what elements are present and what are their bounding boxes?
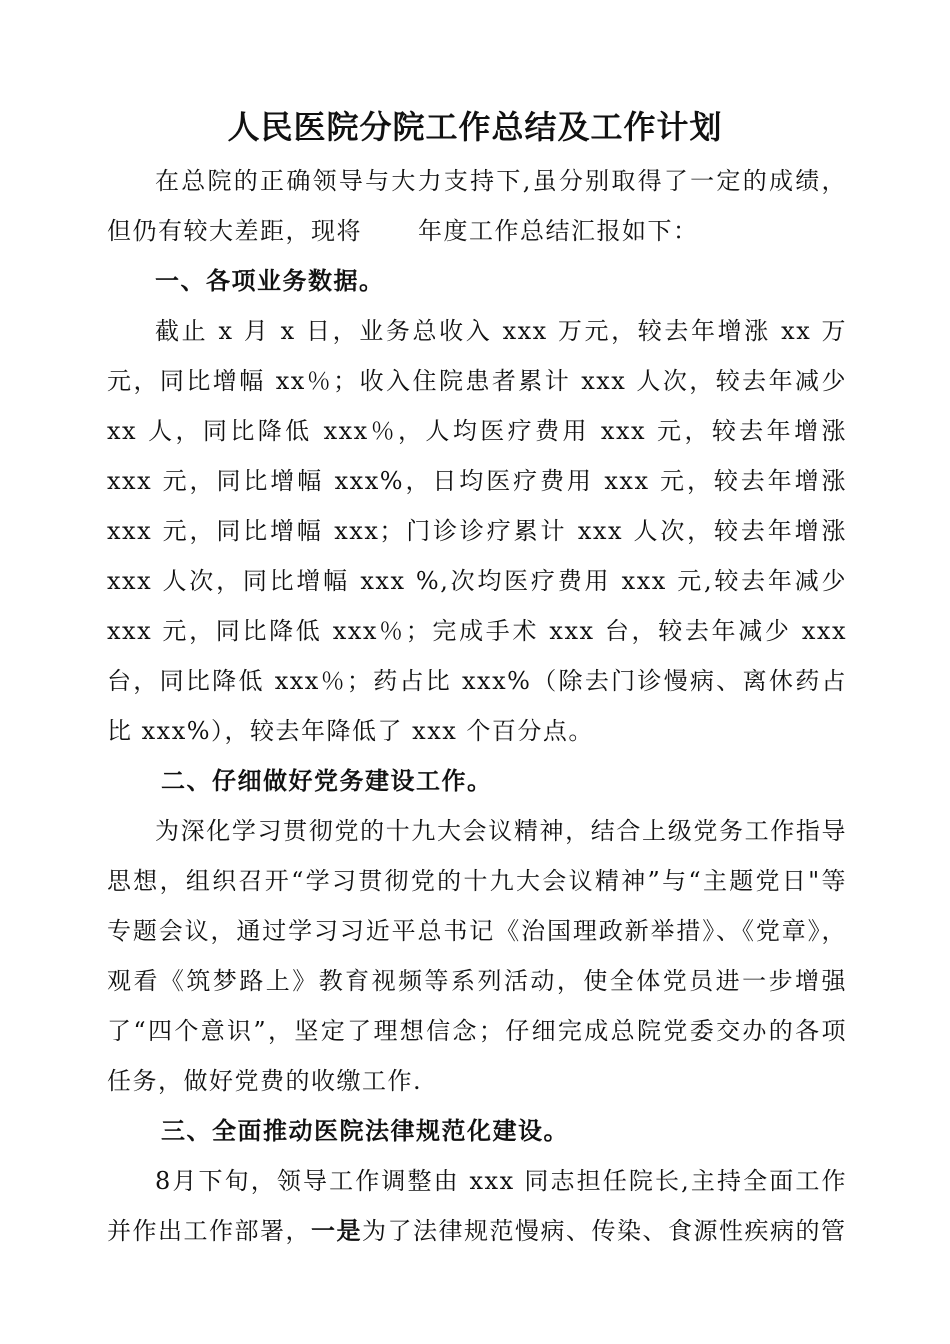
section2-paragraph: 为深化学习贯彻党的十九大会议精神，结合上级党务工作指导思想，组织召开“学习贯彻党的十九大会议精神”与“主题党日"等专题会议，通过学习习近平总书记《治国理政新举措》、《党章》，观看《筑梦路上》教育视频等系列活动，使全体党员进一步增强了“四个意识”，坚定了理想信念；仔细完成总院党委交办的各项任务，做好党费的收缴工作. [107,817,847,1095]
section3-text-part1: 8月下旬，领导工作调整由 xxx 同志担任院长,主持全面工作并作出工作部署， [107,1167,847,1245]
section2-heading: 二、仔细做好党务建设工作。 [161,766,493,795]
intro-text-part2: 年度工作总结汇报如下： [418,217,699,245]
section3-bold-marker: 一是 [311,1216,362,1245]
section3-heading: 三、全面推动医院法律规范化建设。 [161,1116,569,1145]
section1-heading: 一、各项业务数据。 [155,266,385,295]
section3-text-part2: 为了法律规范慢病、传染、食源性疾病的管 [362,1217,847,1245]
section3-paragraph [107,1156,847,1256]
document-body [107,156,847,1256]
section1-paragraph: 截止 x 月 x 日，业务总收入 xxx 万元，较去年增涨 xx 万元，同比增幅 xx％；收入住院患者累计 xxx 人次，较去年减少 xx 人，同比降低 xxx％，人均医疗费用 xxx 元，较去年增涨 xxx 元，同比增幅 xxx%，日均医疗费用 xxx 元，较去年增涨 xxx 元，同比增幅 xxx；门诊诊疗累计 xxx 人次，较去年增涨 xxx 人次，同比增幅 xxx %,次均医疗费用 xxx 元,较去年减少 xxx 元，同比降低 xxx％；完成手术 xxx 台，较去年减少 xxx 台，同比降低 xxx％；药占比 xxx%（除去门诊慢病、离休药占比 xxx%），较去年降低了 xxx 个百分点。 [107,317,847,745]
intro-text-part1: 在总院的正确领导与大力支持下,虽分别取得了一定的成绩，但仍有较大差距，现将 [107,167,847,245]
document-title: 人民医院分院工作总结及工作计划 [227,108,723,146]
intro-paragraph [107,156,847,256]
